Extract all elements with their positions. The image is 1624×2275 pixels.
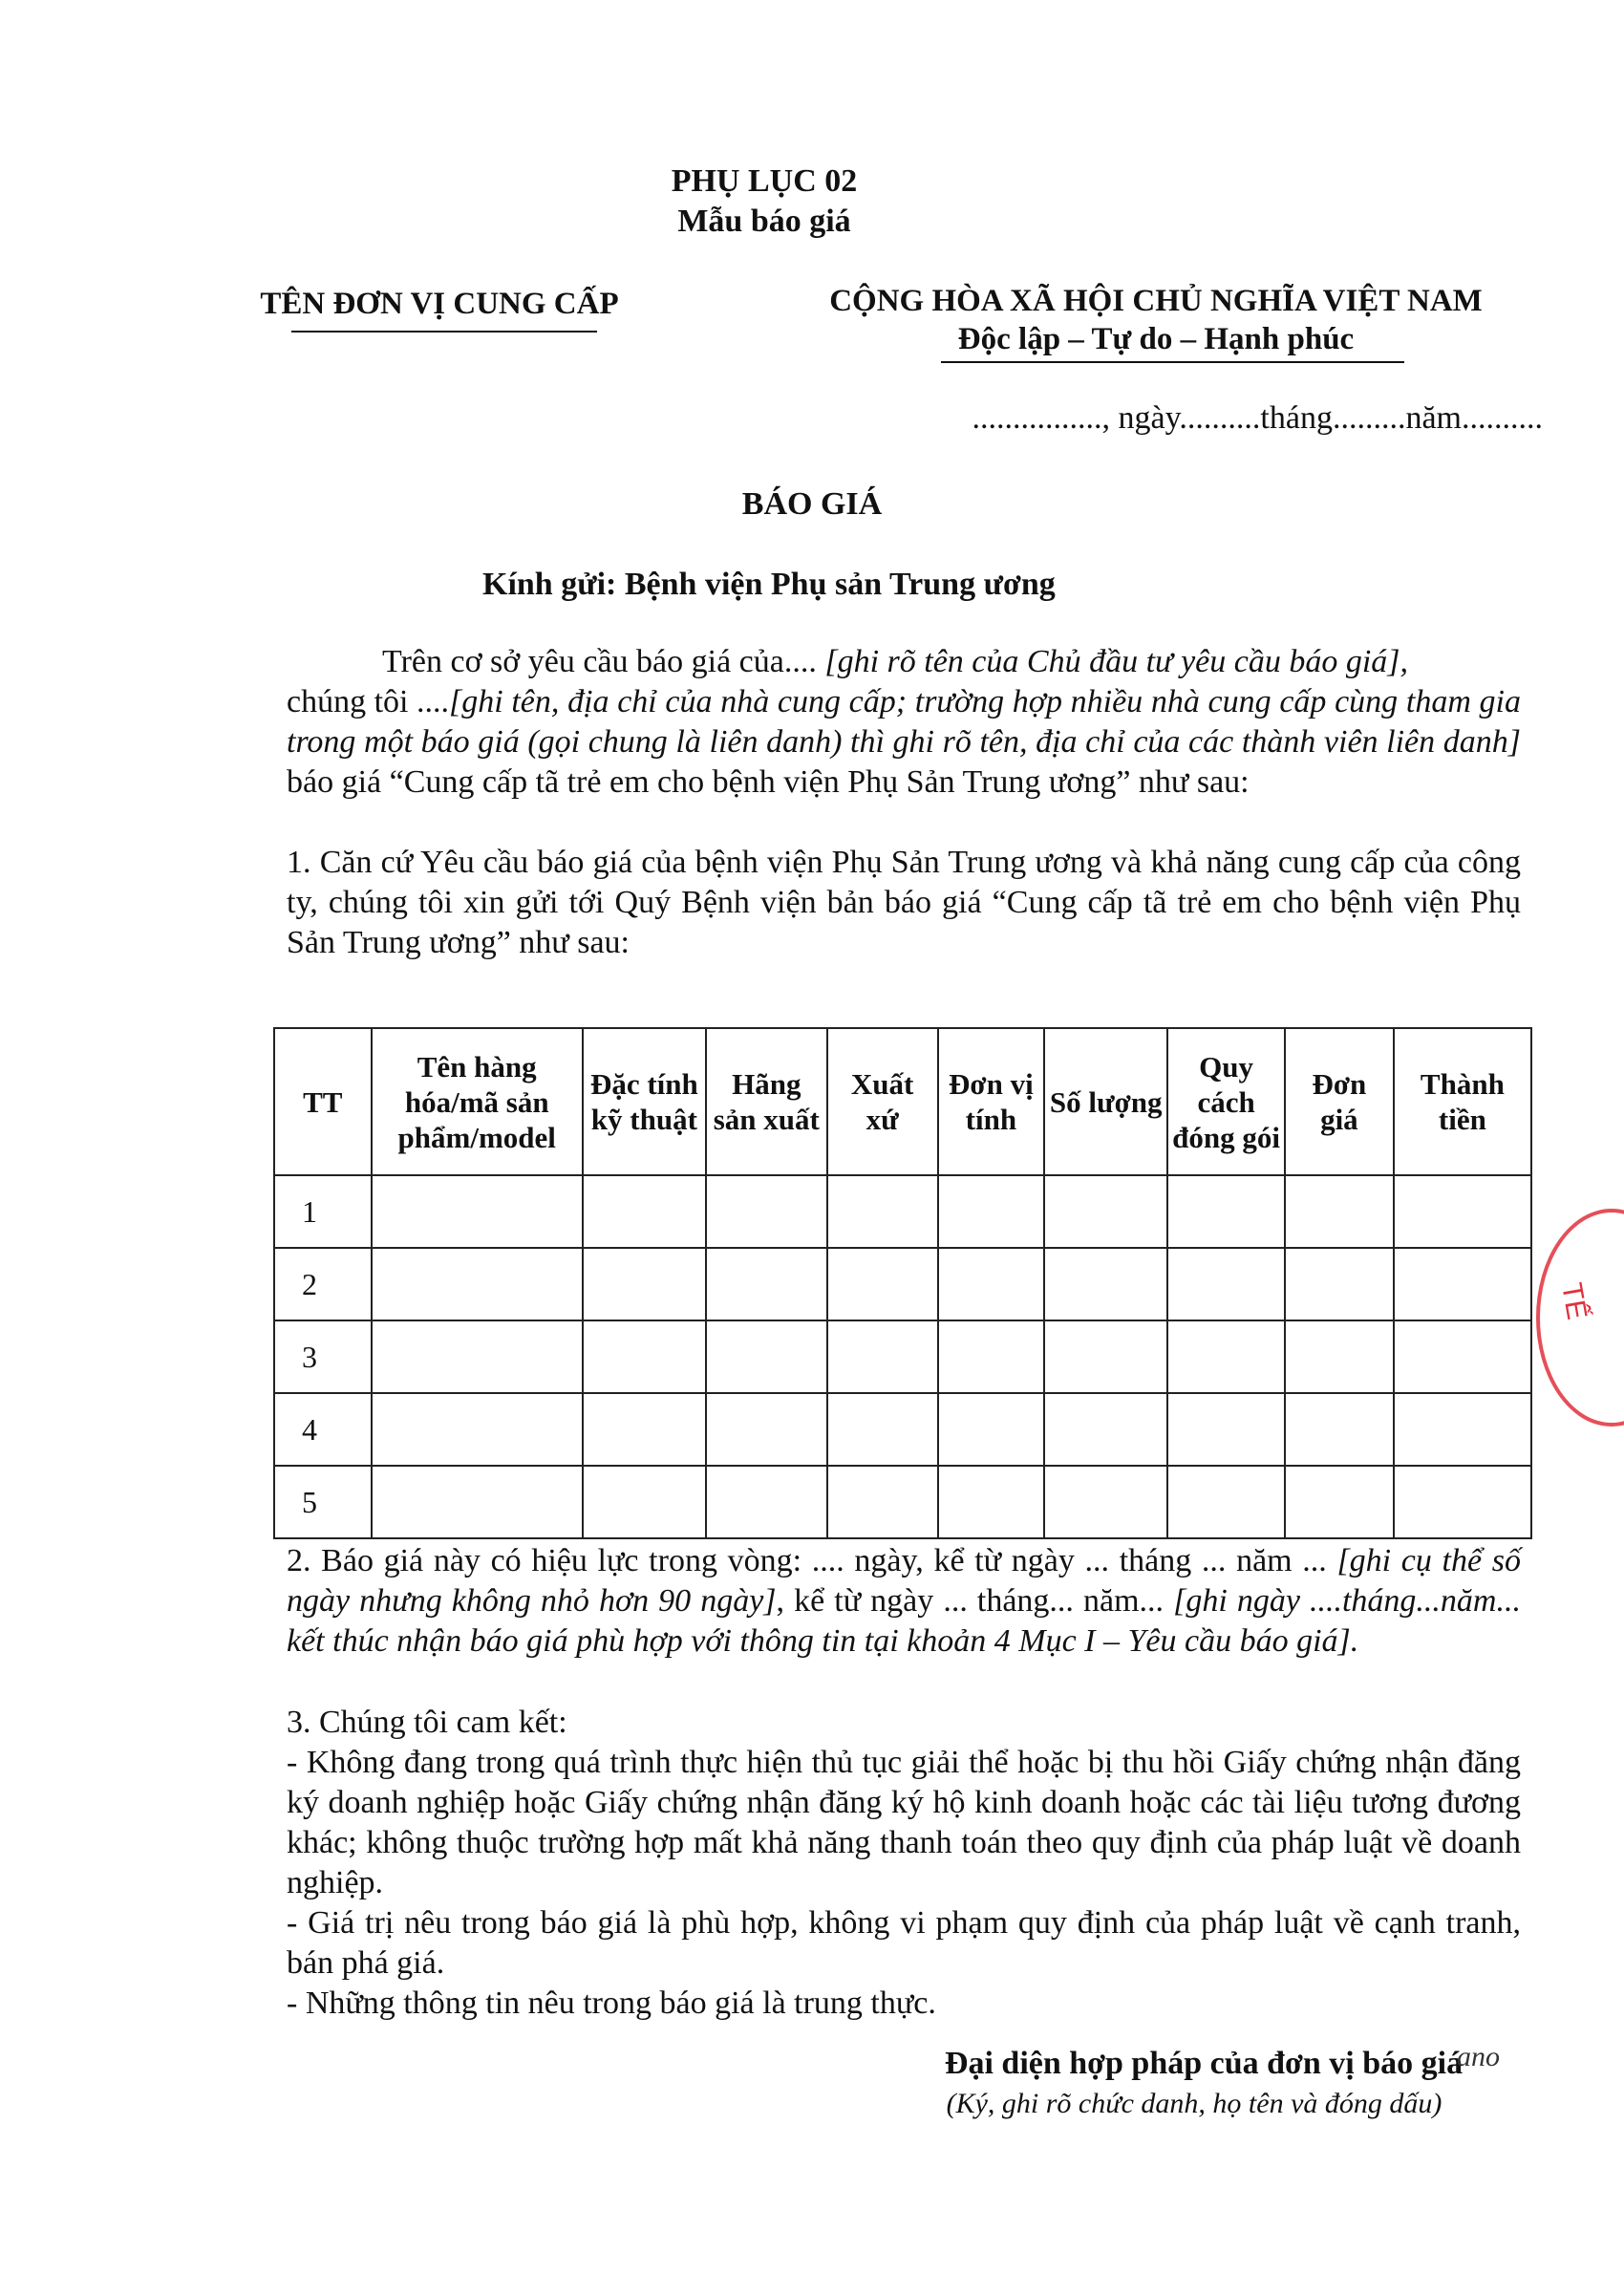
- cell-unit[interactable]: [938, 1393, 1045, 1466]
- row-number: 5: [274, 1466, 372, 1538]
- table-row: [274, 1248, 1531, 1320]
- cell-origin[interactable]: [827, 1320, 938, 1393]
- national-title: CỘNG HÒA XÃ HỘI CHỦ NGHĨA VIỆT NAM: [829, 284, 1483, 318]
- cell-technical-spec[interactable]: [583, 1466, 706, 1538]
- cell-total[interactable]: [1394, 1175, 1531, 1248]
- intro-text-e: báo giá “Cung cấp tã trẻ em cho bệnh viện Phụ Sản Trung ương” như sau:: [287, 764, 1250, 800]
- cell-technical-spec[interactable]: [583, 1320, 706, 1393]
- cell-origin[interactable]: [827, 1175, 938, 1248]
- validity-placeholder-end-date: [ghi ngày ....tháng...năm... kết thúc nhận báo giá phù hợp với thông tin tại khoản 4 Mục I – Yêu cầu báo giá].: [287, 1583, 1521, 1659]
- motto-underline: [941, 361, 1404, 363]
- table-row: [274, 1320, 1531, 1393]
- cell-unit-price[interactable]: [1285, 1175, 1394, 1248]
- cell-unit-price[interactable]: [1285, 1320, 1394, 1393]
- cell-origin[interactable]: [827, 1248, 938, 1320]
- table-row: [274, 1466, 1531, 1538]
- cell-technical-spec[interactable]: [583, 1393, 706, 1466]
- col-quantity: Số lượng: [1044, 1028, 1167, 1175]
- commitments-heading: 3. Chúng tôi cam kết:: [287, 1705, 567, 1740]
- cell-total[interactable]: [1394, 1248, 1531, 1320]
- table-row: [274, 1393, 1531, 1466]
- cell-packaging[interactable]: [1167, 1175, 1285, 1248]
- table-row: [274, 1175, 1531, 1248]
- intro-text-a: Trên cơ sở yêu cầu báo giá của....: [382, 644, 825, 679]
- cell-manufacturer[interactable]: [706, 1393, 827, 1466]
- cell-packaging[interactable]: [1167, 1466, 1285, 1538]
- col-origin: Xuất xứ: [827, 1028, 938, 1175]
- validity-placeholder-days: [ghi cụ thể số ngày nhưng không nhỏ hơn 90 ngày]: [287, 1543, 1521, 1619]
- cell-origin[interactable]: [827, 1466, 938, 1538]
- intro-placeholder-supplier: [ghi tên, địa chỉ của nhà cung cấp; trường hợp nhiều nhà cung cấp cùng tham gia trong một báo giá (gọi chung là liên danh) thì ghi rõ tên, địa chỉ của các thành viên liên danh]: [287, 684, 1521, 760]
- col-unit: Đơn vị tính: [938, 1028, 1045, 1175]
- cell-quantity[interactable]: [1044, 1393, 1167, 1466]
- cell-technical-spec[interactable]: [583, 1175, 706, 1248]
- col-tt: TT: [274, 1028, 372, 1175]
- document-title: BÁO GIÁ: [741, 486, 883, 522]
- signature-title: Đại diện hợp pháp của đơn vị báo giá: [944, 2046, 1464, 2081]
- validity-text-a: 2. Báo giá này có hiệu lực trong vòng: .... ngày, kể từ ngày ... tháng ... năm ...: [287, 1543, 1337, 1578]
- cell-unit[interactable]: [938, 1320, 1045, 1393]
- cell-manufacturer[interactable]: [706, 1466, 827, 1538]
- cell-unit[interactable]: [938, 1466, 1045, 1538]
- cell-packaging[interactable]: [1167, 1320, 1285, 1393]
- cell-quantity[interactable]: [1044, 1248, 1167, 1320]
- validity-text-c: , kể từ ngày ... tháng... năm...: [776, 1583, 1174, 1619]
- supplier-underline: [291, 331, 597, 333]
- row-number: 2: [274, 1248, 372, 1320]
- cell-manufacturer[interactable]: [706, 1248, 827, 1320]
- appendix-label: PHỤ LỤC 02: [671, 163, 858, 199]
- cell-product-name[interactable]: [372, 1175, 583, 1248]
- cell-packaging[interactable]: [1167, 1393, 1285, 1466]
- cell-manufacturer[interactable]: [706, 1320, 827, 1393]
- cell-product-name[interactable]: [372, 1466, 583, 1538]
- item-1-text: 1. Căn cứ Yêu cầu báo giá của bệnh viện Phụ Sản Trung ương và khả năng cung cấp của công ty, chúng tôi xin gửi tới Quý Bệnh viện bản báo giá “Cung cấp tã trẻ em cho bệnh viện Phụ Sản Trung ương” như sau:: [287, 845, 1521, 960]
- cell-quantity[interactable]: [1044, 1320, 1167, 1393]
- col-packaging: Quy cách đóng gói: [1167, 1028, 1285, 1175]
- cell-packaging[interactable]: [1167, 1248, 1285, 1320]
- table-header-row: [274, 1028, 1531, 1175]
- cell-product-name[interactable]: [372, 1248, 583, 1320]
- commitment-item: - Giá trị nêu trong báo giá là phù hợp, không vi phạm quy định của pháp luật về cạnh tranh, bán phá giá.: [287, 1905, 1521, 1981]
- col-total: Thành tiền: [1394, 1028, 1531, 1175]
- commitment-item: - Không đang trong quá trình thực hiện thủ tục giải thể hoặc bị thu hồi Giấy chứng nhận đăng ký doanh nghiệp hoặc Giấy chứng nhận đăng ký hộ kinh doanh hoặc các tài liệu tương đương khác; không thuộc trường hợp mất khả năng thanh toán theo quy định của pháp luật về doanh nghiệp.: [287, 1745, 1521, 1900]
- intro-text-c: chúng tôi ....: [287, 684, 449, 719]
- cell-unit-price[interactable]: [1285, 1466, 1394, 1538]
- recipient-line: Kính gửi: Bệnh viện Phụ sản Trung ương: [482, 567, 1056, 602]
- commitment-item: - Những thông tin nêu trong báo giá là trung thực.: [287, 1985, 936, 2021]
- cell-technical-spec[interactable]: [583, 1248, 706, 1320]
- row-number: 4: [274, 1393, 372, 1466]
- supplier-name: TÊN ĐƠN VỊ CUNG CẤP: [260, 287, 619, 321]
- cell-manufacturer[interactable]: [706, 1175, 827, 1248]
- cell-total[interactable]: [1394, 1393, 1531, 1466]
- stamp-text: TẾ: [1555, 1280, 1593, 1322]
- signature-note: (Ký, ghi rõ chức danh, họ tên và đóng dấu): [946, 2088, 1442, 2119]
- intro-placeholder-investor: [ghi rõ tên của Chủ đầu tư yêu cầu báo giá],: [824, 644, 1409, 679]
- col-technical-spec: Đặc tính kỹ thuật: [583, 1028, 706, 1175]
- cell-unit-price[interactable]: [1285, 1248, 1394, 1320]
- handwritten-mark: ano: [1457, 2041, 1500, 2072]
- cell-product-name[interactable]: [372, 1320, 583, 1393]
- quotation-table: [273, 1027, 1532, 1539]
- date-line: ................, ngày..........tháng.........năm..........: [972, 400, 1543, 436]
- cell-unit-price[interactable]: [1285, 1393, 1394, 1466]
- cell-origin[interactable]: [827, 1393, 938, 1466]
- form-name: Mẫu báo giá: [677, 204, 851, 239]
- cell-quantity[interactable]: [1044, 1175, 1167, 1248]
- cell-product-name[interactable]: [372, 1393, 583, 1466]
- cell-unit[interactable]: [938, 1248, 1045, 1320]
- intro-paragraph: [287, 642, 1521, 803]
- cell-unit[interactable]: [938, 1175, 1045, 1248]
- cell-total[interactable]: [1394, 1320, 1531, 1393]
- national-motto: Độc lập – Tự do – Hạnh phúc: [957, 322, 1355, 356]
- col-manufacturer: Hãng sản xuất: [706, 1028, 827, 1175]
- col-product-name: Tên hàng hóa/mã sản phẩm/model: [372, 1028, 583, 1175]
- row-number: 1: [274, 1175, 372, 1248]
- row-number: 3: [274, 1320, 372, 1393]
- col-unit-price: Đơn giá: [1285, 1028, 1394, 1175]
- cell-quantity[interactable]: [1044, 1466, 1167, 1538]
- validity-paragraph: [287, 1541, 1521, 1662]
- cell-total[interactable]: [1394, 1466, 1531, 1538]
